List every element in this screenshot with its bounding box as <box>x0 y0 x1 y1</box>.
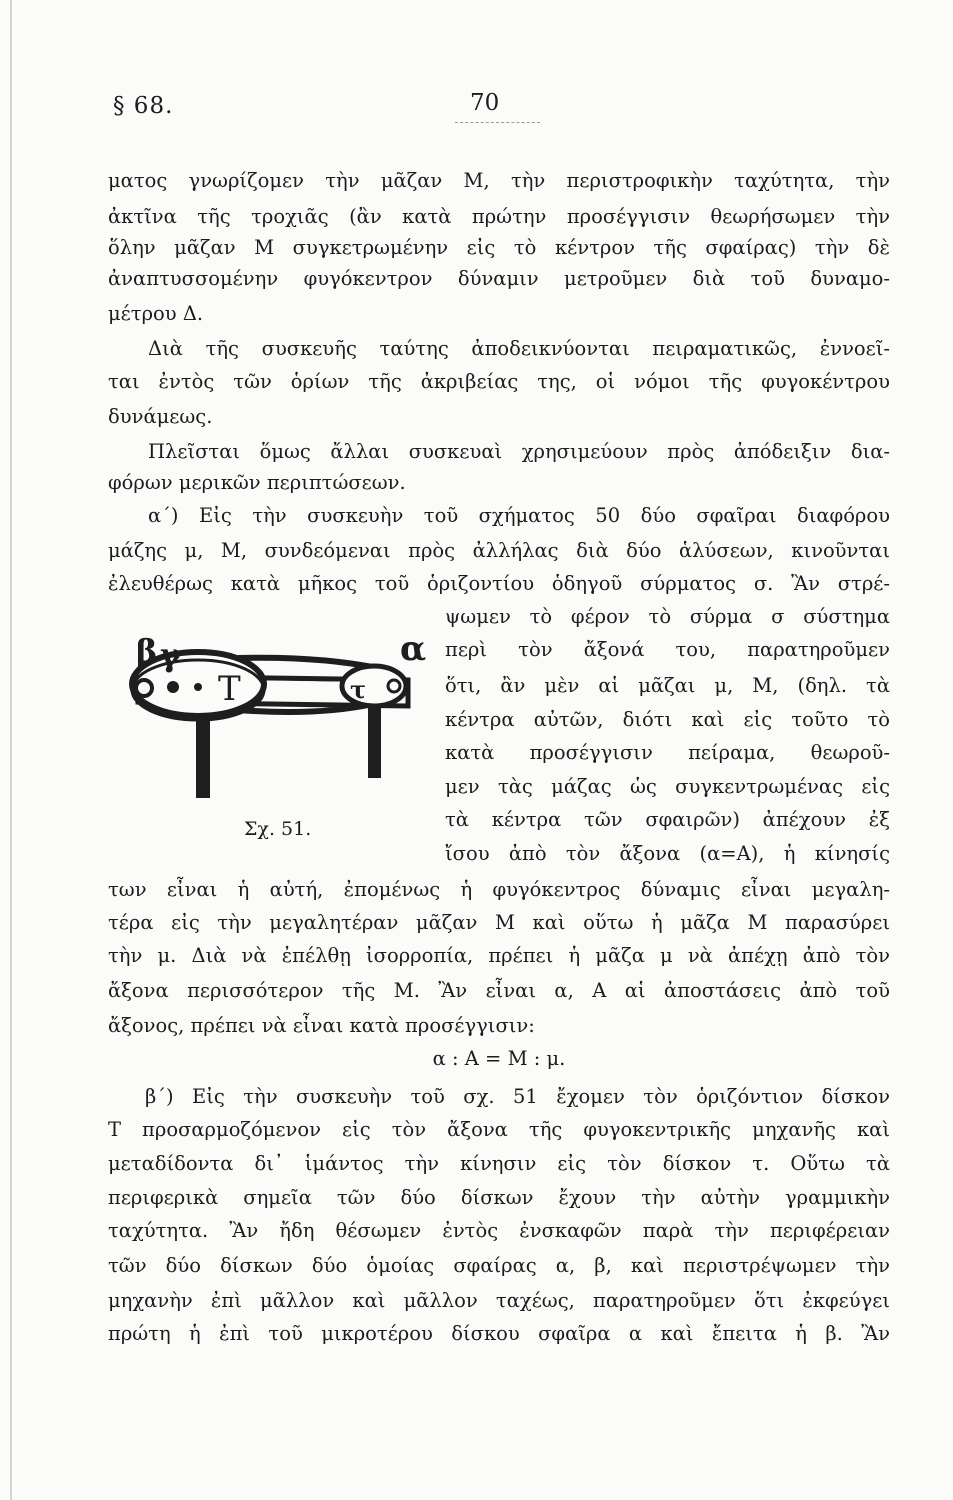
scan-margin-line <box>10 0 12 1500</box>
text-line: ταχύτητα. Ἂν ἤδη θέσωμεν ἐντὸς ἐνσκαφῶν παρὰ τὴν περιφέρειαν <box>108 1219 890 1242</box>
label-beta: β <box>136 632 158 670</box>
small-disk-label: τ <box>350 675 367 704</box>
page-number-rule <box>455 122 540 123</box>
text-line: μέτρου Δ. <box>108 302 204 325</box>
text-line: ἴσου ἀπὸ τὸν ἄξονα (α=Α), ἡ κίνησίς <box>445 842 890 865</box>
text-line: φόρων μερικῶν περιπτώσεων. <box>108 471 406 494</box>
text-line: δυνάμεως. <box>108 405 213 428</box>
large-disk-label: Τ <box>218 669 241 709</box>
text-line: μηχανὴν ἐπὶ μᾶλλον καὶ μᾶλλον ταχέως, παρατηροῦμεν ὅτι ἐκφεύγει <box>108 1289 890 1312</box>
page-number: 70 <box>470 90 500 116</box>
text-line: περιφερικὰ σημεῖα τῶν δύο δίσκων ἔχουν τὴν αὐτὴν γραμμικὴν <box>108 1186 890 1209</box>
right-leg <box>368 708 381 778</box>
section-mark: § 68. <box>113 93 174 119</box>
text-line: α΄) Εἰς τὴν συσκευὴν τοῦ σχήματος 50 δύο σφαῖραι διαφόρου <box>148 504 890 527</box>
text-line: περὶ τὸν ἄξονά του, παρατηροῦμεν <box>445 638 890 661</box>
text-line: κέντρα αὐτῶν, διότι καὶ εἰς τοῦτο τὸ <box>445 708 890 731</box>
text-line: πρώτη ἡ ἐπὶ τοῦ μικροτέρου δίσκου σφαῖρα α καὶ ἔπειτα ἡ β. Ἂν <box>108 1322 890 1345</box>
text-line: ὅτι, ἂν μὲν αἱ μᾶζαι μ, Μ, (δηλ. τὰ <box>445 674 890 697</box>
text-line: β΄) Εἰς τὴν συσκευὴν τοῦ σχ. 51 ἔχομεν τὸν ὁριζόντιον δίσκον <box>145 1085 890 1108</box>
text-line: κατὰ προσέγγισιν πείραμα, θεωροῦ- <box>445 741 890 764</box>
figure-51-centrifugal-disks <box>118 618 438 833</box>
label-alpha: α <box>400 629 427 669</box>
text-line: τὰ κέντρα τῶν σφαιρῶν) ἀπέχουν ἐξ <box>445 808 890 831</box>
text-line: Διὰ τῆς συσκευῆς ταύτης ἀποδεικνύονται πειραματικῶς, ἐννοεῖ- <box>148 337 890 360</box>
text-line: ματος γνωρίζομεν τὴν μᾶζαν Μ, τὴν περιστροφικὴν ταχύτητα, τὴν <box>108 169 890 192</box>
text-line: τῶν δύο δίσκων δύο ὁμοίας σφαίρας α, β, καὶ περιστρέψωμεν τὴν <box>108 1254 890 1277</box>
text-line: Τ προσαρμοζόμενον εἰς τὸν ἄξονα τῆς φυγοκεντρικῆς μηχανῆς καὶ <box>108 1118 890 1141</box>
sphere-gamma <box>167 681 179 693</box>
text-line: μάζης μ, Μ, συνδεόμεναι πρὸς ἀλλήλας διὰ δύο ἁλύσεων, κινοῦνται <box>108 539 890 562</box>
text-line: ἐλευθέρως κατὰ μῆκος τοῦ ὁριζοντίου ὁδηγοῦ σύρματος σ. Ἂν στρέ- <box>108 572 890 595</box>
text-line: ἀναπτυσσομένην φυγόκεντρον δύναμιν μετροῦμεν διὰ τοῦ δυναμο- <box>108 267 890 290</box>
text-line: ψωμεν τὸ φέρον τὸ σύρμα σ σύστημα <box>445 605 890 628</box>
text-line: Πλεῖσται ὅμως ἄλλαι συσκευαὶ χρησιμεύουν πρὸς ἀπόδειξιν δια- <box>148 440 890 463</box>
text-line: μεταδίδοντα δι᾽ ἱμάντος τὴν κίνησιν εἰς τὸν δίσκον τ. Οὕτω τὰ <box>108 1152 890 1175</box>
text-line: ἄξονος, πρέπει νὰ εἶναι κατὰ προσέγγισιν: <box>108 1014 535 1037</box>
text-line: τέρα εἰς τὴν μεγαλητέραν μᾶζαν Μ καὶ οὕτω ἡ μᾶζα Μ παρασύρει <box>108 911 890 934</box>
text-line: μεν τὰς μάζας ὡς συγκεντρωμένας εἰς <box>445 775 890 798</box>
text-line: των εἶναι ἡ αὐτή, ἐπομένως ἡ φυγόκεντρος δύναμις εἶναι μεγαλη- <box>108 878 890 901</box>
text-line: τὴν μ. Διὰ νὰ ἐπέλθῃ ἰσορροπία, πρέπει ἡ μᾶζα μ νὰ ἀπέχῃ ἀπὸ τὸν <box>108 944 890 967</box>
equation: α : Α = Μ : μ. <box>432 1047 566 1070</box>
text-line: ἀκτῖνα τῆς τροχιᾶς (ἂν κατὰ πρώτην προσέγγισιν θεωρήσωμεν τὴν <box>108 205 890 228</box>
text-line: ται ἐντὸς τῶν ὁρίων τῆς ἀκριβείας της, οἱ νόμοι τῆς φυγοκέντρου <box>108 370 890 393</box>
figure-caption: Σχ. 51. <box>244 818 312 840</box>
label-gamma: γ <box>160 636 182 674</box>
axis-dot <box>194 683 202 691</box>
text-line: ἄξονα περισσότερον τῆς Μ. Ἂν εἶναι α, Α αἱ ἀποστάσεις ἀπὸ τοῦ <box>108 979 890 1002</box>
text-line: ὅλην μᾶζαν Μ συγκετρωμένην εἰς τὸ κέντρον τῆς σφαίρας) τὴν δὲ <box>108 236 890 259</box>
